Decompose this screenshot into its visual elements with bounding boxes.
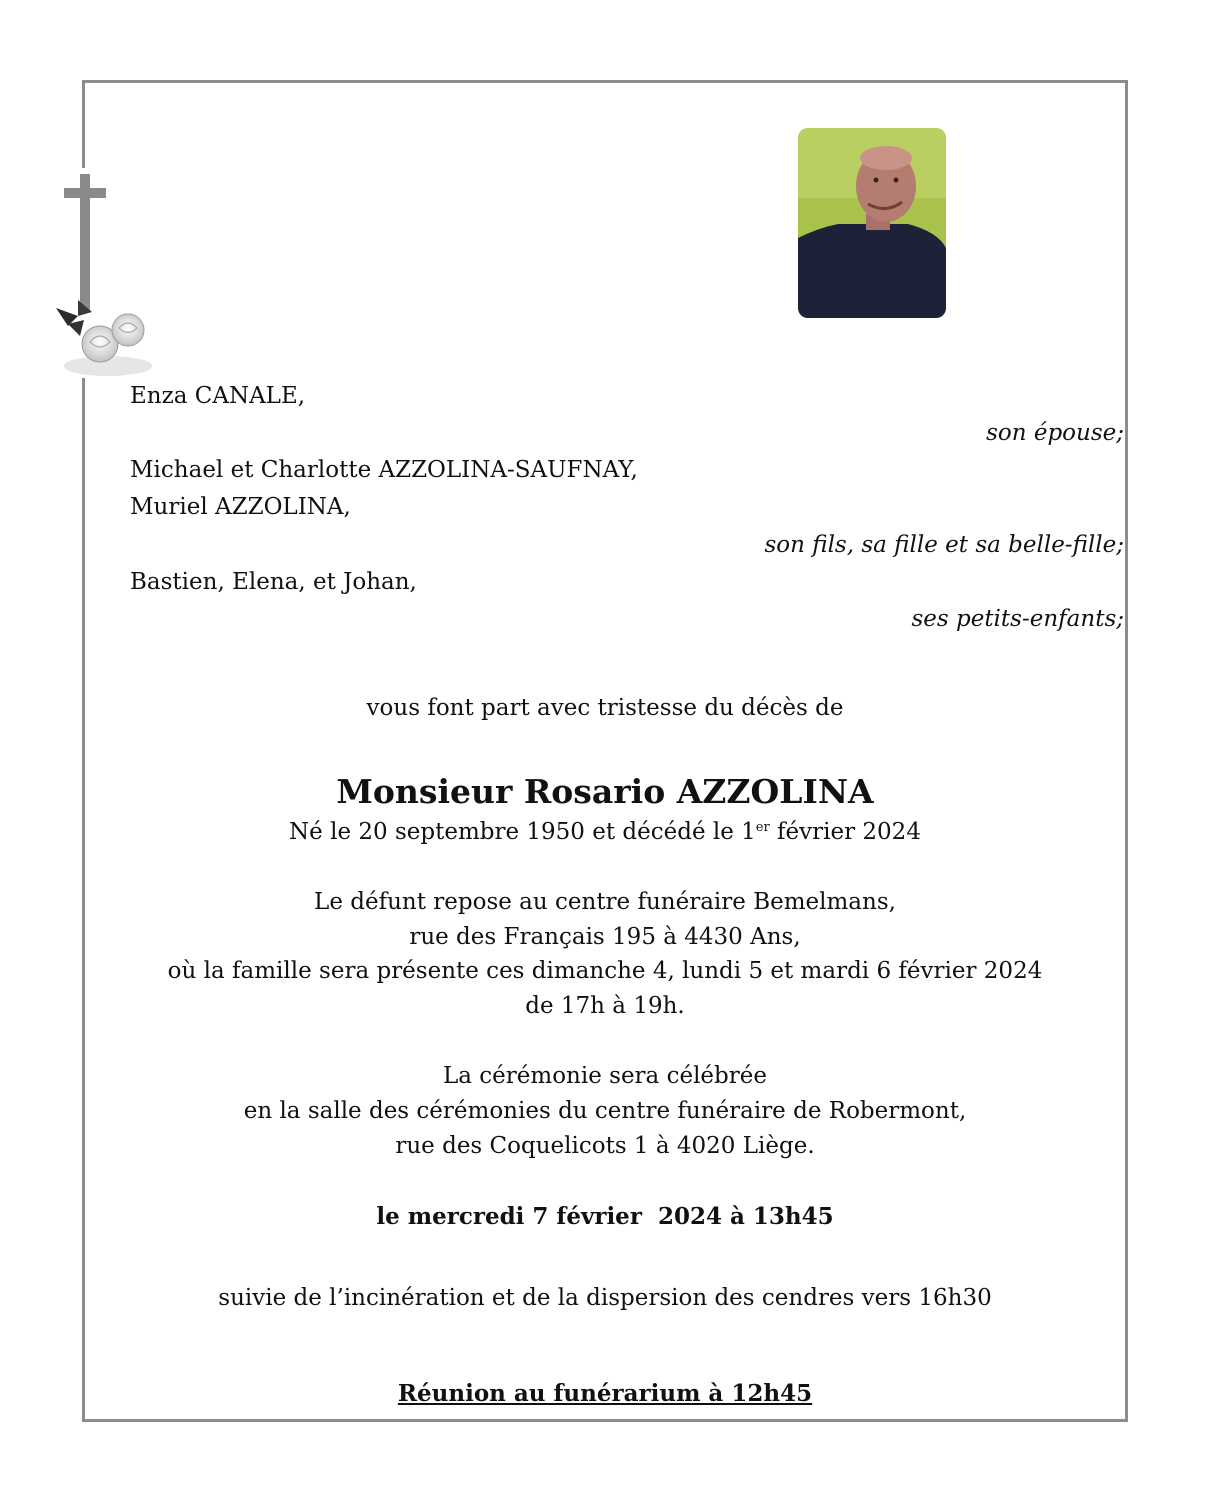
grandchildren-role: ses petits-enfants; [911, 606, 1124, 632]
dates-before: Né le 20 septembre 1950 et décédé le 1 [289, 819, 756, 845]
dates-after: février 2024 [769, 819, 921, 845]
visitation-line-1: Le défunt repose au centre funéraire Bemelmans, [314, 889, 896, 915]
spouse-role: son épouse; [986, 420, 1124, 446]
dates-superscript: er [755, 820, 770, 835]
spouse-name: Enza CANALE, [130, 383, 306, 409]
ceremony-datetime: le mercredi 7 février 2024 à 13h45 [376, 1203, 834, 1230]
children-role: son fils, sa fille et sa belle-fille; [764, 532, 1124, 558]
roses-icon [48, 286, 154, 378]
portrait-photo [798, 128, 946, 318]
ceremony-line-2: en la salle des cérémonies du centre funéraire de Robermont, [243, 1098, 967, 1124]
cremation-text: suivie de l’incinération et de la dispersion des cendres vers 16h30 [218, 1285, 992, 1311]
cross-decoration [48, 168, 154, 378]
grandchildren-names: Bastien, Elena, et Johan, [130, 569, 417, 595]
deceased-name: Monsieur Rosario AZZOLINA [336, 772, 874, 811]
ceremony-line-1: La cérémonie sera célébrée [443, 1063, 767, 1089]
meeting-text [82, 1380, 1128, 1408]
children-line-1: Michael et Charlotte AZZOLINA-SAUFNAY, [130, 457, 638, 483]
deceased-dates [82, 819, 1128, 847]
ceremony-line-3: rue des Coquelicots 1 à 4020 Liège. [395, 1133, 815, 1159]
meeting-underlined: Réunion au funérarium à 12h45 [397, 1380, 813, 1407]
visitation-line-2: rue des Français 195 à 4430 Ans, [409, 924, 801, 950]
cross-icon-bar [64, 188, 106, 198]
portrait-image [798, 128, 946, 318]
visitation-line-3: où la famille sera présente ces dimanche 4, lundi 5 et mardi 6 février 2024 [167, 958, 1043, 984]
announcement-text: vous font part avec tristesse du décès de [366, 695, 844, 721]
visitation-line-4: de 17h à 19h. [525, 993, 685, 1019]
children-line-2: Muriel AZZOLINA, [130, 494, 351, 520]
